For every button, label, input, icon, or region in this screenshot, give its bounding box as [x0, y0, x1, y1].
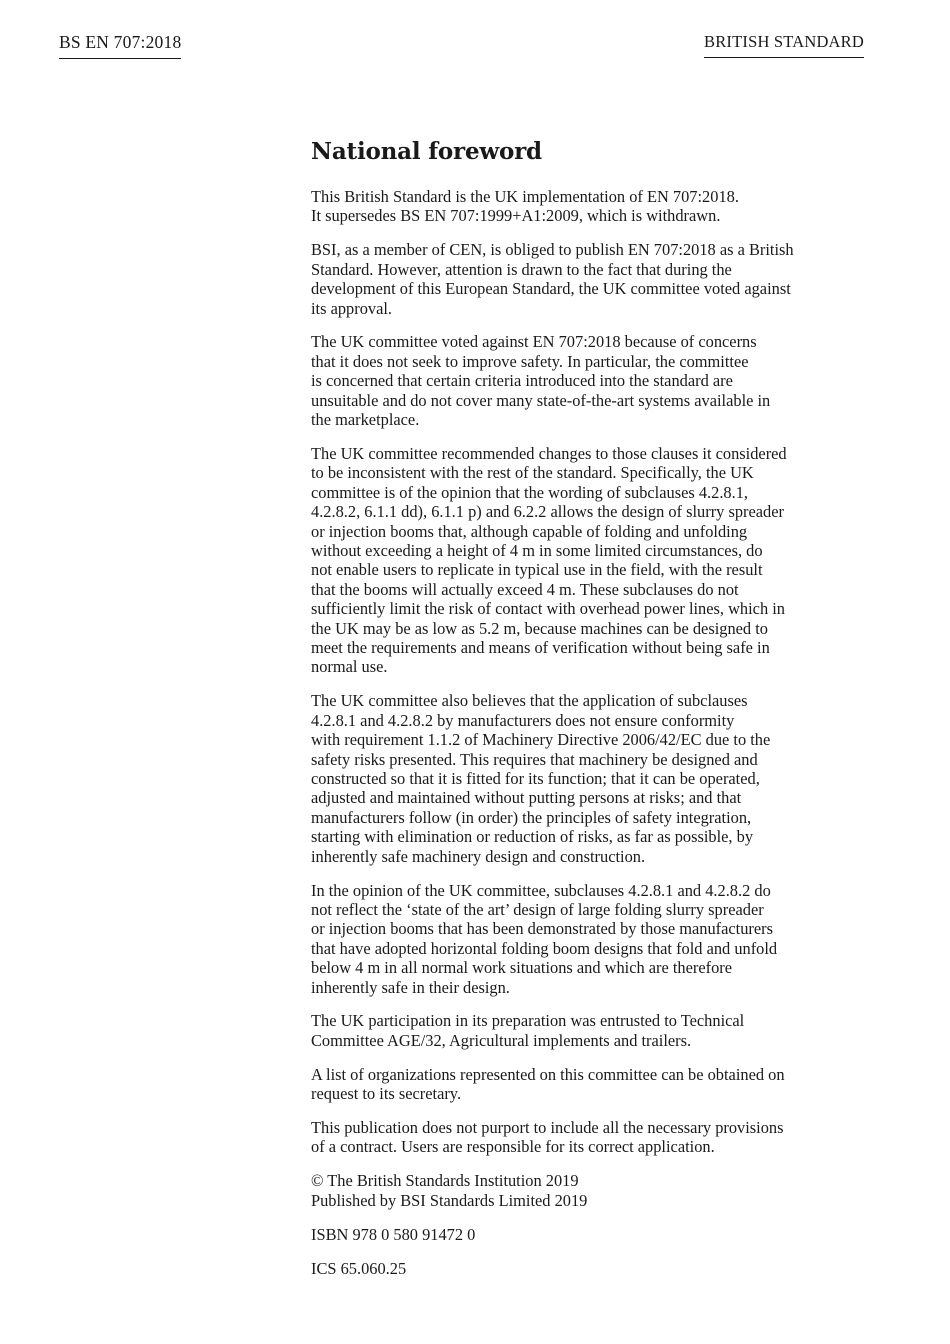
foreword-paragraph	[311, 1118, 867, 1157]
header-document-id: BS EN 707:2018	[59, 32, 181, 59]
paragraph-line: © The British Standards Institution 2019	[311, 1171, 579, 1191]
paragraph-line: below 4 m in all normal work situations and which are therefore	[311, 958, 733, 978]
paragraph-line: The UK participation in its preparation was entrusted to Technical	[311, 1011, 745, 1031]
paragraph-line: the marketplace.	[311, 410, 420, 430]
paragraph-line: meet the requirements and means of verification without being safe in	[311, 638, 770, 658]
paragraph-line: request to its secretary.	[311, 1084, 462, 1104]
paragraph-line: ISBN 978 0 580 91472 0	[311, 1224, 476, 1244]
page-title: National foreword	[311, 138, 542, 165]
paragraph-line: Committee AGE/32, Agricultural implements and trailers.	[311, 1030, 692, 1050]
foreword-paragraph	[311, 187, 867, 226]
paragraph-line: development of this European Standard, the UK committee voted against	[311, 279, 791, 299]
paragraph-line: is concerned that certain criteria introduced into the standard are	[311, 371, 733, 391]
paragraph-line: without exceeding a height of 4 m in some limited circumstances, do	[311, 541, 763, 560]
paragraph-line: ICS 65.060.25	[311, 1258, 407, 1278]
paragraph-line: not reflect the ‘state of the art’ design of large folding slurry spreader	[311, 899, 764, 919]
paragraph-line: unsuitable and do not cover many state-of-the-art systems available in	[311, 390, 771, 410]
foreword-paragraph	[311, 1065, 867, 1104]
paragraph-line: not enable users to replicate in typical use in the field, with the result	[311, 560, 763, 580]
foreword-paragraph	[311, 1225, 867, 1244]
paragraph-line: sufficiently limit the risk of contact with overhead power lines, which in	[311, 599, 785, 619]
paragraph-line: that the booms will actually exceed 4 m. These subclauses do not	[311, 579, 739, 599]
foreword-paragraph	[311, 1259, 867, 1278]
header-publisher: BRITISH STANDARD	[704, 32, 864, 58]
paragraph-line: safety risks presented. This requires that machinery be designed and	[311, 749, 758, 769]
paragraph-line: its approval.	[311, 298, 393, 318]
paragraph-line: constructed so that it is fitted for its function; that it can be operated,	[311, 768, 760, 788]
paragraph-line: The UK committee recommended changes to those clauses it considered	[311, 443, 787, 463]
paragraph-line: inherently safe machinery design and construction.	[311, 846, 646, 866]
paragraph-line: The UK committee also believes that the application of subclauses	[311, 691, 748, 711]
paragraph-line: normal use.	[311, 657, 388, 677]
paragraph-line: of a contract. Users are responsible for its correct application.	[311, 1137, 715, 1157]
paragraph-line: committee is of the opinion that the wording of subclauses 4.2.8.1,	[311, 482, 749, 502]
foreword-paragraph	[311, 332, 867, 429]
paragraph-line: that it does not seek to improve safety. In particular, the committee	[311, 351, 749, 371]
foreword-paragraph	[311, 1011, 867, 1050]
paragraph-line: Standard. However, attention is drawn to the fact that during the	[311, 259, 732, 279]
paragraph-line: manufacturers follow (in order) the principles of safety integration,	[311, 807, 752, 827]
paragraph-line: The UK committee voted against EN 707:2018 because of concerns	[311, 332, 757, 352]
paragraph-line: starting with elimination or reduction of risks, as far as possible, by	[311, 827, 754, 847]
foreword-paragraph	[311, 240, 867, 318]
paragraph-line: or injection booms that has been demonstrated by those manufacturers	[311, 919, 773, 939]
paragraph-line: BSI, as a member of CEN, is obliged to publish EN 707:2018 as a British	[311, 240, 794, 260]
main-content	[311, 138, 867, 1293]
paragraph-line: or injection booms that, although capable of folding and unfolding	[311, 521, 748, 541]
paragraph-line: This publication does not purport to include all the necessary provisions	[311, 1118, 784, 1138]
paragraph-line: the UK may be as low as 5.2 m, because machines can be designed to	[311, 618, 768, 638]
paragraph-line: Published by BSI Standards Limited 2019	[311, 1190, 588, 1210]
paragraph-line: with requirement 1.1.2 of Machinery Directive 2006/42/EC due to the	[311, 730, 771, 750]
foreword-paragraph	[311, 691, 867, 866]
paragraph-line: inherently safe in their design.	[311, 977, 510, 997]
paragraph-line: It supersedes BS EN 707:1999+A1:2009, which is withdrawn.	[311, 206, 721, 226]
paragraph-line: In the opinion of the UK committee, subclauses 4.2.8.1 and 4.2.8.2 do	[311, 880, 771, 900]
paragraph-line: 4.2.8.2, 6.1.1 dd), 6.1.1 p) and 6.2.2 allows the design of slurry spreader	[311, 502, 784, 522]
paragraph-line: to be inconsistent with the rest of the standard. Specifically, the UK	[311, 463, 754, 483]
foreword-body	[311, 187, 867, 1278]
paragraph-line: A list of organizations represented on this committee can be obtained on	[311, 1064, 785, 1084]
paragraph-line: This British Standard is the UK implementation of EN 707:2018.	[311, 187, 739, 206]
paragraph-line: that have adopted horizontal folding boom designs that fold and unfold	[311, 938, 778, 958]
foreword-paragraph	[311, 1171, 867, 1210]
foreword-paragraph	[311, 444, 867, 677]
paragraph-line: adjusted and maintained without putting persons at risks; and that	[311, 788, 742, 808]
foreword-paragraph	[311, 881, 867, 997]
paragraph-line: 4.2.8.1 and 4.2.8.2 by manufacturers does not ensure conformity	[311, 710, 735, 730]
